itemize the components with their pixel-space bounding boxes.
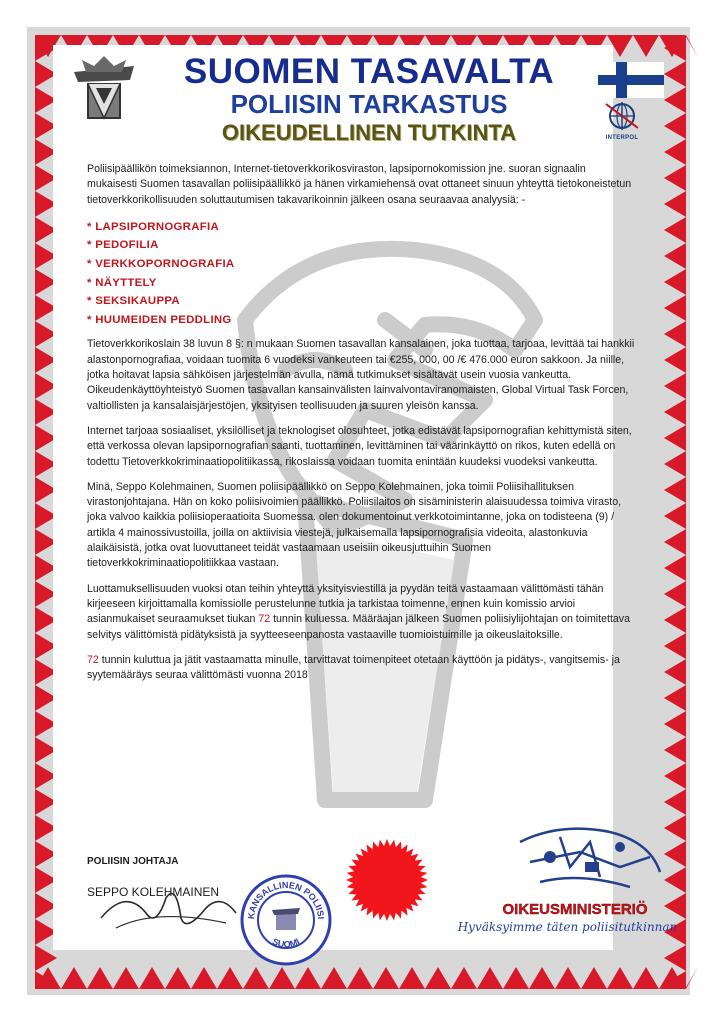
svg-text:KANSALLINEN POLIISI: KANSALLINEN POLIISI <box>245 879 327 920</box>
offence-list <box>87 218 635 330</box>
letter-body <box>87 162 635 693</box>
police-emblem-icon <box>68 52 140 124</box>
offence-item: * PEDOFILIA <box>87 239 159 252</box>
interpol-globe-icon <box>602 100 642 132</box>
offence-item: * SEKSIKAUPPA <box>87 295 180 308</box>
deadline-paragraph <box>87 582 635 643</box>
ministry-stamp-icon <box>500 822 670 912</box>
document-heading: OIKEUDELLINEN TUTKINTA <box>221 120 517 145</box>
signatory-name: SEPPO KOLEHMAINEN <box>87 885 220 899</box>
deadline-text-start: Luottamuksellisuuden vuoksi otan teihin yhteyttä yksityisviestillä ja pyydän teitä vastaamaan välittömästi tähän kirjeeseen kirjoittamalla komissiolle perustelunne tutkia ja tarkistaa toimenne, ennen kuin komissio arvioi asianmukaiset seuraamukset tiukan <box>87 582 604 626</box>
red-wax-seal-icon <box>345 838 429 922</box>
interpol-logo <box>602 100 642 141</box>
deadline-text-end: tunnin kuluessa. Määräajan jälkeen Suomen poliisiylijohtajan on toimitettava selvitys välittömistä pidätyksistä ja syytteeseenpanosta vastaaville tuomioistuimille ja oikeuslaitoksille. <box>87 613 630 641</box>
offence-item: * NÄYTTELY <box>87 276 157 289</box>
ministry-motto: Hyväksyimme täten poliisitutkinnan <box>457 920 678 934</box>
deadline-hours: 72 <box>258 613 271 626</box>
consequence-paragraph <box>87 653 635 684</box>
intro-paragraph: Poliisipäällikön toimeksiannon, Internet-tietoverkkorikosviraston, lapsipornokomission jne. suoran signaalin mukaisesti Suomen tasavallan poliisipäällikkö ja hänen virkamiehensä ovat ottaneet sinuun yhteyttä tietokoneistetun tietoverkkorikollisuuden soluttautumisen takavarikoinnin jälkeen osana seuraavaa analyysiä: - <box>87 163 632 206</box>
document-subtitle: POLIISIN TARKASTUS <box>230 89 508 119</box>
signatory-title: POLIISIN JOHTAJA <box>87 856 179 867</box>
consequence-text: tunnin kuluttua ja jätit vastaamatta minulle, tarvittavat toimenpiteet otetaan käyttöön ja pidätys-, vangitsemis- ja syytemääräys seuraa välittömästi vuonna 2018 <box>87 653 620 682</box>
police-seal-icon <box>238 872 334 968</box>
internet-paragraph: Internet tarjoaa sosiaaliset, yksilölliset ja teknologiset olosuhteet, jotka edistävät lapsipornografian kehittymistä siten, että verkossa olevan lapsipornografian saanti, tuottaminen, levittäminen tai väärinkäyttö on rikos, kuten edellä on todettu Tietoverkkokriminaatiopolitiikassa, rikoslaissa voidaan tuomita enintään kuudeksi vuodeksi vankeutta. <box>87 424 632 468</box>
finland-flag-icon <box>598 62 664 98</box>
handwritten-signature <box>96 878 246 938</box>
chief-paragraph: Minä, Seppo Kolehmainen, Suomen poliisipäällikkö on Seppo Kolehmainen, joka toimii Poliisihallituksen virastonjohtajana. Hän on koko poliisivoimien päällikkö. Poliisilaitos on sisäministerin alaisuudessa toimiva virasto, joka valvoo kaikkia poliisioperaatioita Suomessa. olen dokumentoinut verkkotoimintanne, joka on todisteena (9) / artikla 4 mainossivustoilla, joilla on aktiivisia viestejä, julkaisemalla lapsipornografisia videoita, alastonkuvia alaikäisistä, jotka ovat luovuttaneet teidät vastaamaan useisiin oikeusjuttuihin Suomen tietoverkkokriminaatiopolitiikkaa vastaan. <box>87 480 622 570</box>
svg-text:SUOMI: SUOMI <box>270 936 302 950</box>
ministry-name: OIKEUSMINISTERIÖ <box>502 901 648 918</box>
offence-item: * LAPSIPORNOGRAFIA <box>87 220 219 233</box>
offence-item: * HUUMEIDEN PEDDLING <box>87 313 232 326</box>
offence-item: * VERKKOPORNOGRAFIA <box>87 258 235 271</box>
consequence-hours: 72 <box>87 653 99 666</box>
interpol-label: INTERPOL <box>605 135 639 141</box>
document-title: SUOMEN TASAVALTA <box>183 52 555 91</box>
law-paragraph: Tietoverkkorikoslain 38 luvun 8 §: n mukaan Suomen tasavallan kansalainen, joka tuottaa, tarjoaa, levittää tai hankkii alastonpornografiaa, voidaan tuomita 6 vuodeksi vankeuteen tai €255, 000, 00 /€ 476.000 euron sakkoon. Ja niille, jotka hoitavat lapsia sähköisen järjestelmän avulla, nämä tutkimukset sisältävät usein vuosia vankeutta. Oikeudenkäyttöyhteistyö Suomen tasavallan kansainvälisten lainvalvontaviranomaisten, Global Virtual Task Forcen, valtiollisten ja kansalaisjärjestöjen, yksityisen teollisuuden ja suuren yleisön kanssa. <box>87 338 635 412</box>
